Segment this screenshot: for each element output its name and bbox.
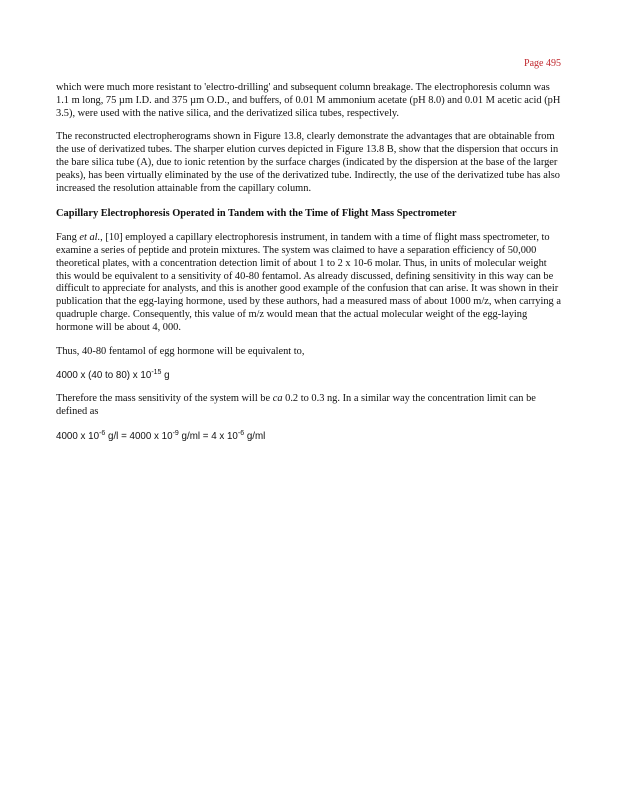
formula-text: g/l = 4000 x 10 [105, 430, 173, 442]
paragraph-column-description: which were much more resistant to 'electro-drilling' and subsequent column breakage. The electrophoresis column was 1.1 m long, 75 µm I.D. and 375 µm O.D., and buffers, of 0.01 M ammonium acetate (pH 8.0) and 0.01 M acetic acid (pH 3.5), were used with the native silica, and the derivatized silica tubes, respectively. [56, 82, 561, 119]
formula-exponent: -6 [99, 429, 106, 437]
page-number: Page 495 [524, 58, 561, 69]
text-segment: Therefore the mass sensitivity of the system will be [56, 393, 273, 405]
formula-mass [56, 370, 562, 382]
paragraph-electropherograms: The reconstructed electropherograms shown in Figure 13.8, clearly demonstrate the advantages that are obtainable from the use of derivatized tubes. The sharper elution curves depicted in Figure 13.8 B, show that the dispersion that occurs in the bare silica tube (A), due to ionic retention by the surface charges (indicated by the dispersion at the base of the larger peaks), has been virtually eliminated by the use of the derivatized tube. Indirectly, the use of the derivatized tube has also increased the resolution attainable from the capillary column. [56, 131, 560, 194]
text-segment: , [10] employed a capillary electrophoresis instrument, in tandem with a time of flight mass spectrometer, to examine a series of peptide and protein mixtures. The system was claimed to have a separation efficiency of 50,000 theoretical plates, with a concentration detection limit of about 1 to 2 x 10-6 molar. Thus, in units of molecular weight this would be equivalent to a sensitivity of 40-80 fentamol. As already discussed, defining sensitivity in this way can be difficult to appreciate for analysts, and this is another good example of the confusion that can arise. It was shown in their publication that the egg-laying hormone, used by these authors, had a measured mass of about 1000 m/z, when carrying a quadruple charge. Consequently, this value of m/z would mean that the actual molecular weight of the egg-laying hormone will be about 4, 000. [56, 232, 561, 333]
formula-text: g/ml = 4 x 10 [178, 430, 238, 442]
paragraph-mass-sensitivity [56, 393, 562, 419]
page-content [56, 82, 562, 443]
italic-text: ca [272, 393, 283, 405]
formula-exponent: -9 [172, 429, 179, 437]
formula-unit: g [161, 370, 170, 382]
italic-text: et al. [79, 232, 101, 244]
formula-exponent: -15 [151, 369, 162, 377]
formula-concentration [56, 431, 562, 443]
formula-exponent: -6 [237, 429, 245, 437]
paragraph-equivalence: Thus, 40-80 fentamol of egg hormone will be equivalent to, [56, 345, 305, 357]
formula-unit: g/ml [244, 430, 266, 442]
paragraph-fang-study [56, 232, 562, 334]
section-heading: Capillary Electrophoresis Operated in Tandem with the Time of Flight Mass Spectrometer [56, 208, 457, 220]
formula-text: 4000 x (40 to 80) x 10 [56, 370, 152, 382]
text-segment: 0.2 to 0.3 ng. In a similar way the concentration limit can be defined as [56, 393, 536, 418]
formula-text: 4000 x 10 [56, 430, 100, 442]
text-segment: Fang [56, 232, 80, 244]
